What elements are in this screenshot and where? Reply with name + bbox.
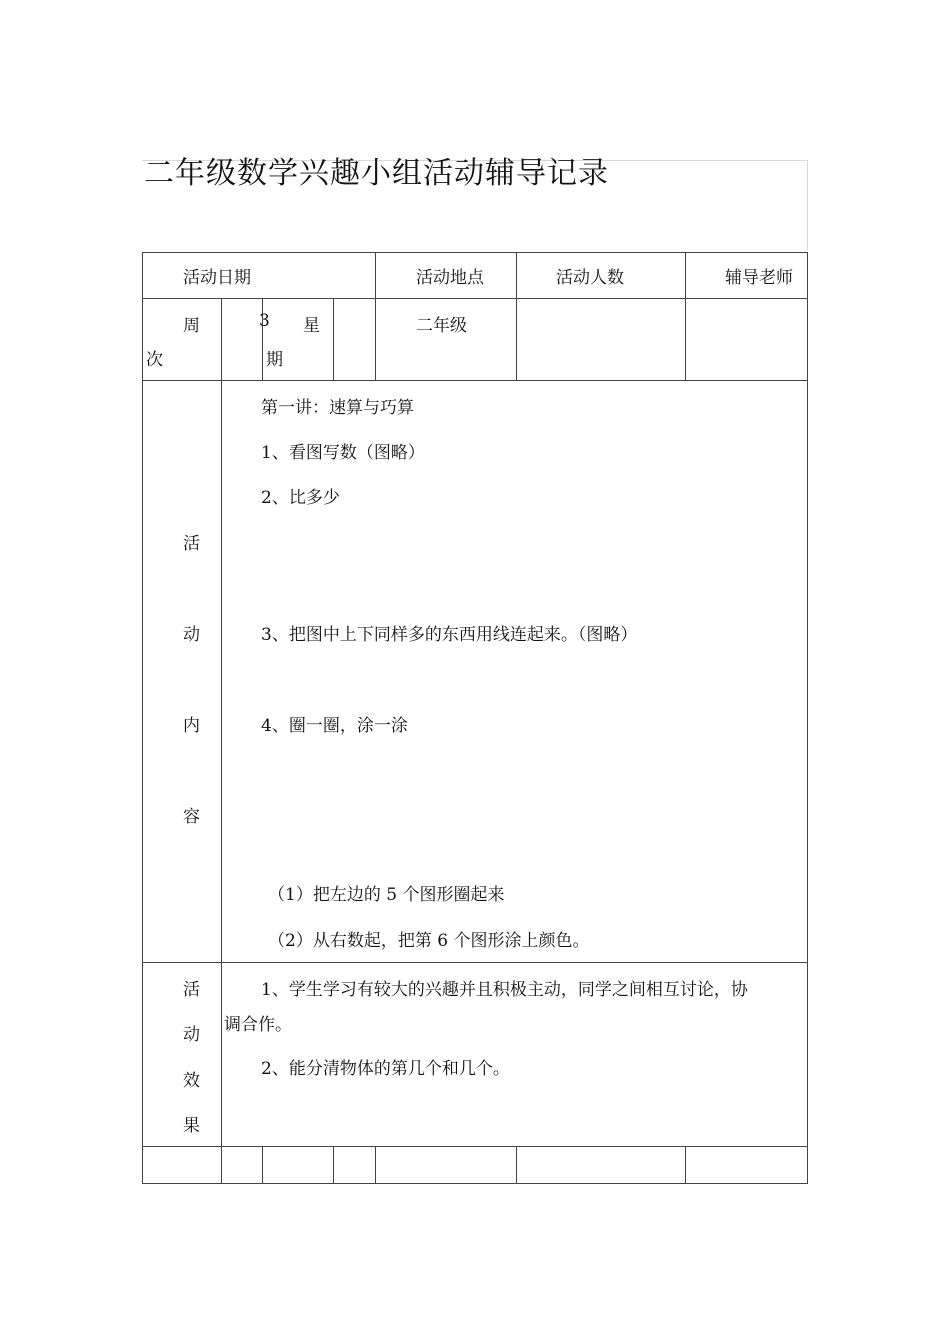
table-rule — [142, 252, 143, 1183]
header-date: 活动日期 — [183, 268, 251, 288]
effect-line: 2、能分清物体的第几个和几个。 — [261, 1059, 510, 1079]
content-label-char: 容 — [183, 807, 200, 827]
table-rule — [262, 1146, 263, 1183]
table-rule — [142, 380, 808, 381]
content-line: 2、比多少 — [261, 488, 340, 508]
content-line: 3、把图中上下同样多的东西用线连起来。（图略） — [261, 625, 638, 645]
page-title: 二年级数学兴趣小组活动辅导记录 — [144, 156, 609, 191]
table-rule — [375, 252, 376, 380]
content-label-char: 动 — [183, 625, 200, 645]
table-rule — [221, 298, 222, 1183]
table-rule — [142, 962, 808, 963]
week-label-ci: 次 — [146, 350, 163, 370]
effect-label-char: 活 — [183, 980, 200, 1000]
effect-line: 调合作。 — [224, 1015, 292, 1035]
effect-line: 1、学生学习有较大的兴趣并且积极主动，同学之间相互讨论，协 — [261, 980, 748, 1000]
content-line: 1、看图写数（图略） — [261, 443, 425, 463]
table-rule — [142, 298, 808, 299]
table-rule — [142, 1146, 808, 1147]
table-rule — [142, 252, 808, 253]
table-rule — [685, 252, 686, 380]
content-line: （2）从右数起，把第 6 个图形涂上颜色。 — [268, 931, 590, 951]
table-rule — [375, 1146, 376, 1183]
header-place: 活动地点 — [416, 268, 484, 288]
effect-label-char: 果 — [183, 1116, 200, 1136]
week-label-zhou: 周 — [183, 316, 200, 336]
content-label-char: 活 — [183, 534, 200, 554]
content-line: 4、圈一圈，涂一涂 — [261, 716, 408, 736]
week-number: 3 — [259, 311, 270, 331]
table-rule — [807, 252, 808, 1183]
header-teacher: 辅导老师 — [725, 268, 793, 288]
header-count: 活动人数 — [556, 268, 624, 288]
table-rule — [516, 1146, 517, 1183]
weekday-label-qi: 期 — [266, 350, 283, 370]
table-rule — [333, 298, 334, 380]
place-value: 二年级 — [416, 316, 467, 336]
content-line: （1）把左边的 5 个图形圈起来 — [268, 885, 505, 905]
table-rule — [516, 252, 517, 380]
table-rule — [685, 1146, 686, 1183]
table-rule — [142, 1183, 808, 1184]
content-line: 第一讲：速算与巧算 — [261, 398, 414, 418]
content-label-char: 内 — [183, 716, 200, 736]
effect-label-char: 效 — [183, 1071, 200, 1091]
weekday-label-xing: 星 — [303, 316, 320, 336]
effect-label-char: 动 — [183, 1025, 200, 1045]
table-rule — [333, 1146, 334, 1183]
